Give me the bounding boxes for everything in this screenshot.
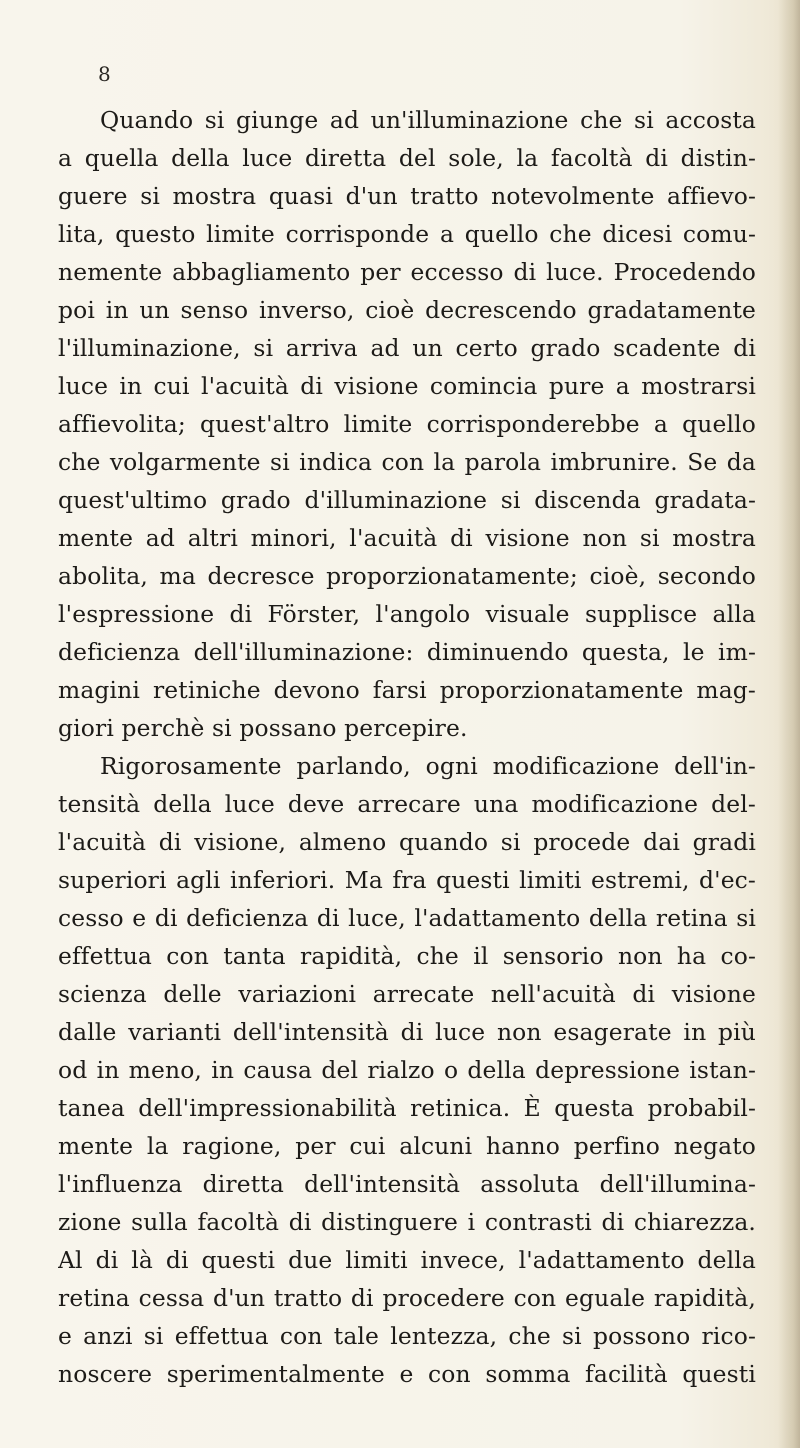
text-line: affievolita; quest'altro limite corrisponderebbe a quello (58, 410, 756, 438)
text-line: lita, questo limite corrisponde a quello che dicesi comu- (58, 220, 756, 248)
text-line: zione sulla facoltà di distinguere i contrasti di chiarezza. (58, 1208, 756, 1236)
text-line: giori perchè si possano percepire. (58, 714, 468, 742)
text-line: noscere sperimentalmente e con somma facilità questi (58, 1360, 756, 1388)
text-line: e anzi si effettua con tale lentezza, che si possono rico- (58, 1322, 756, 1350)
text-line: od in meno, in causa del rialzo o della depressione istan- (58, 1056, 756, 1084)
text-line: deficienza dell'illuminazione: diminuendo questa, le im- (58, 638, 756, 666)
text-line: poi in un senso inverso, cioè decrescendo gradatamente (58, 296, 756, 324)
text-line: superiori agli inferiori. Ma fra questi limiti estremi, d'ec- (58, 866, 756, 894)
text-line: nemente abbagliamento per eccesso di luce. Procedendo (58, 258, 756, 286)
text-line: l'acuità di visione, almeno quando si procede dai gradi (58, 828, 756, 856)
text-line: a quella della luce diretta del sole, la facoltà di distin- (58, 144, 756, 172)
text-line: abolita, ma decresce proporzionatamente; cioè, secondo (58, 562, 756, 590)
text-line: mente la ragione, per cui alcuni hanno perfino negato (58, 1132, 756, 1160)
text-line: guere si mostra quasi d'un tratto notevolmente affievo- (58, 182, 756, 210)
text-line: scienza delle variazioni arrecate nell'acuità di visione (58, 980, 756, 1008)
text-line: Al di là di questi due limiti invece, l'adattamento della (58, 1246, 756, 1274)
text-line: effettua con tanta rapidità, che il sensorio non ha co- (58, 942, 756, 970)
text-line: l'illuminazione, si arriva ad un certo grado scadente di (58, 334, 756, 362)
text-line: cesso e di deficienza di luce, l'adattamento della retina si (58, 904, 756, 932)
page-edge-shadow (778, 0, 800, 1448)
text-line: mente ad altri minori, l'acuità di visione non si mostra (58, 524, 756, 552)
text-line: retina cessa d'un tratto di procedere con eguale rapidità, (58, 1284, 756, 1312)
page-number: 8 (98, 62, 111, 86)
text-line: tensità della luce deve arrecare una modificazione del- (58, 790, 756, 818)
text-line: l'espressione di Förster, l'angolo visuale supplisce alla (58, 600, 756, 628)
text-line: l'influenza diretta dell'intensità assoluta dell'illumina- (58, 1170, 756, 1198)
text-line: dalle varianti dell'intensità di luce non esagerate in più (58, 1018, 756, 1046)
text-line: luce in cui l'acuità di visione comincia pure a mostrarsi (58, 372, 756, 400)
text-line: quest'ultimo grado d'illuminazione si discenda gradata- (58, 486, 756, 514)
text-line: tanea dell'impressionabilità retinica. È questa probabil- (58, 1094, 756, 1122)
text-line: che volgarmente si indica con la parola imbrunire. Se da (58, 448, 756, 476)
text-line: Rigorosamente parlando, ogni modificazione dell'in- (100, 752, 756, 780)
text-line: magini retiniche devono farsi proporzionatamente mag- (58, 676, 756, 704)
text-line: Quando si giunge ad un'illuminazione che si accosta (100, 106, 756, 134)
